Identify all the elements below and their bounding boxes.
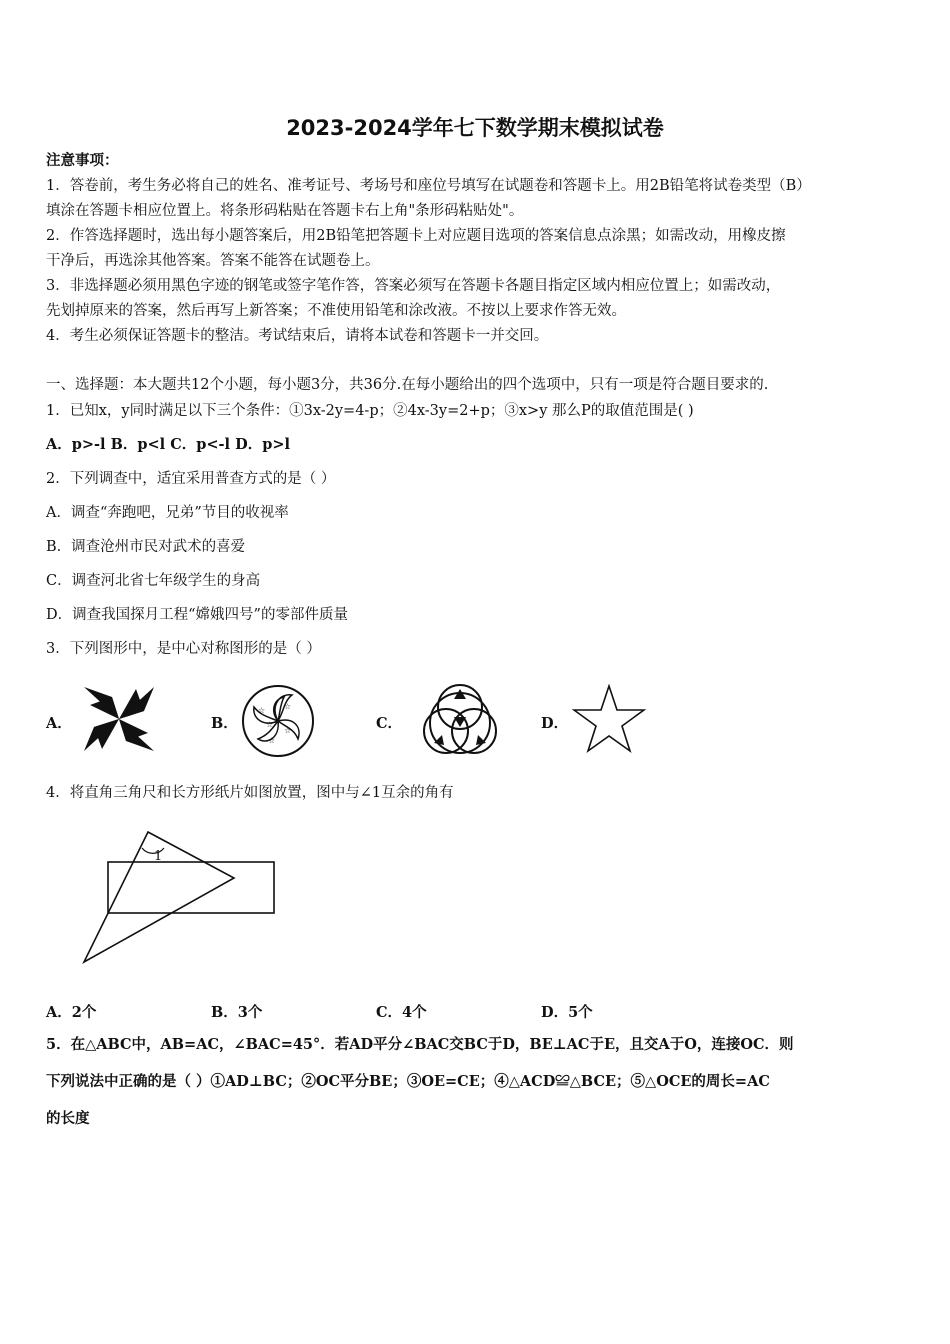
question-3-label-a: A． xyxy=(46,715,72,732)
svg-text:☆: ☆ xyxy=(266,720,274,729)
question-4-option-c: C．4个 xyxy=(376,1004,427,1021)
question-3-label-c: C． xyxy=(376,715,403,732)
question-4-stem: 4．将直角三角尺和长方形纸片如图放置，图中与∠1互余的角有 xyxy=(46,785,454,801)
svg-text:☆: ☆ xyxy=(258,706,266,715)
figure-a-pinwheel xyxy=(82,685,156,753)
question-2-option-a: A．调查“奔跑吧，兄弟”节目的收视率 xyxy=(46,505,289,521)
question-3-label-d: D． xyxy=(541,715,569,732)
question-5-line-3: 的长度 xyxy=(46,1110,90,1127)
notice-line: 干净后，再选涂其他答案。答案不能答在试题卷上。 xyxy=(46,253,380,269)
figure-d-star xyxy=(572,684,646,754)
figure-b-bauhinia-emblem xyxy=(240,683,316,759)
angle-label: 1 xyxy=(154,849,163,864)
question-3-stem: 3．下列图形中，是中心对称图形的是（ ） xyxy=(46,641,321,657)
question-2-option-d: D．调查我国探月工程“嫦娥四号”的零部件质量 xyxy=(46,607,348,623)
notice-line: 填涂在答题卡相应位置上。将条形码粘贴在答题卡右上角"条形码粘贴处"。 xyxy=(46,203,524,219)
notice-line: 1．答卷前，考生务必将自己的姓名、准考证号、考场号和座位号填写在试题卷和答题卡上。用2B铅笔将试卷类型（B） xyxy=(46,178,811,194)
notice-line: 先划掉原来的答案，然后再写上新答案；不准使用铅笔和涂改液。不按以上要求作答无效。 xyxy=(46,303,626,319)
question-3-label-b: B． xyxy=(211,715,238,732)
notice-heading: 注意事项： xyxy=(46,152,119,169)
question-4-option-b: B．3个 xyxy=(211,1004,263,1021)
svg-text:☆: ☆ xyxy=(284,726,292,735)
notice-line: 3．非选择题必须用黑色字迹的钢笔或签字笔作答，答案必须写在答题卡各题目指定区域内相应位置上；如需改动， xyxy=(46,278,781,294)
notice-line: 4．考生必须保证答题卡的整洁。考试结束后，请将本试卷和答题卡一并交回。 xyxy=(46,328,549,344)
question-4-option-a: A．2个 xyxy=(46,1004,97,1021)
question-4-option-d: D．5个 xyxy=(541,1004,593,1021)
page-title: 2023-2024学年七下数学期末模拟试卷 xyxy=(286,116,664,140)
question-2-option-c: C．调查河北省七年级学生的身高 xyxy=(46,573,261,589)
question-2-stem: 2．下列调查中，适宜采用普查方式的是（ ） xyxy=(46,471,336,487)
question-1-options: A．p>-l B．p<l C．p<-l D．p>l xyxy=(46,436,290,453)
svg-text:☆: ☆ xyxy=(268,736,276,745)
section-heading: 一、选择题：本大题共12个小题，每小题3分，共36分.在每小题给出的四个选项中，只有一项是符合题目要求的. xyxy=(46,377,769,393)
question-1-stem: 1．已知x，y同时满足以下三个条件：①3x-2y=4-p；②4x-3y=2+p；③x>y 那么P的取值范围是( ) xyxy=(46,403,694,419)
svg-text:☆: ☆ xyxy=(284,702,292,711)
question-5-line-1: 5．在△ABC中，AB=AC，∠BAC=45°．若AD平分∠BAC交BC于D，BE⊥AC于E，且交A于O，连接OC．则 xyxy=(46,1036,794,1053)
question-5-line-2: 下列说法中正确的是（ ）①AD⊥BC；②OC平分BE；③OE=CE；④△ACD≌△BCE；⑤△OCE的周长=AC xyxy=(46,1073,770,1090)
question-4-figure xyxy=(76,826,282,968)
figure-c-triquetra xyxy=(414,675,506,765)
notice-line: 2．作答选择题时，选出每小题答案后，用2B铅笔把答题卡上对应题目选项的答案信息点涂黑；如需改动，用橡皮擦 xyxy=(46,228,786,244)
question-2-option-b: B．调查沧州市民对武术的喜爱 xyxy=(46,539,246,555)
